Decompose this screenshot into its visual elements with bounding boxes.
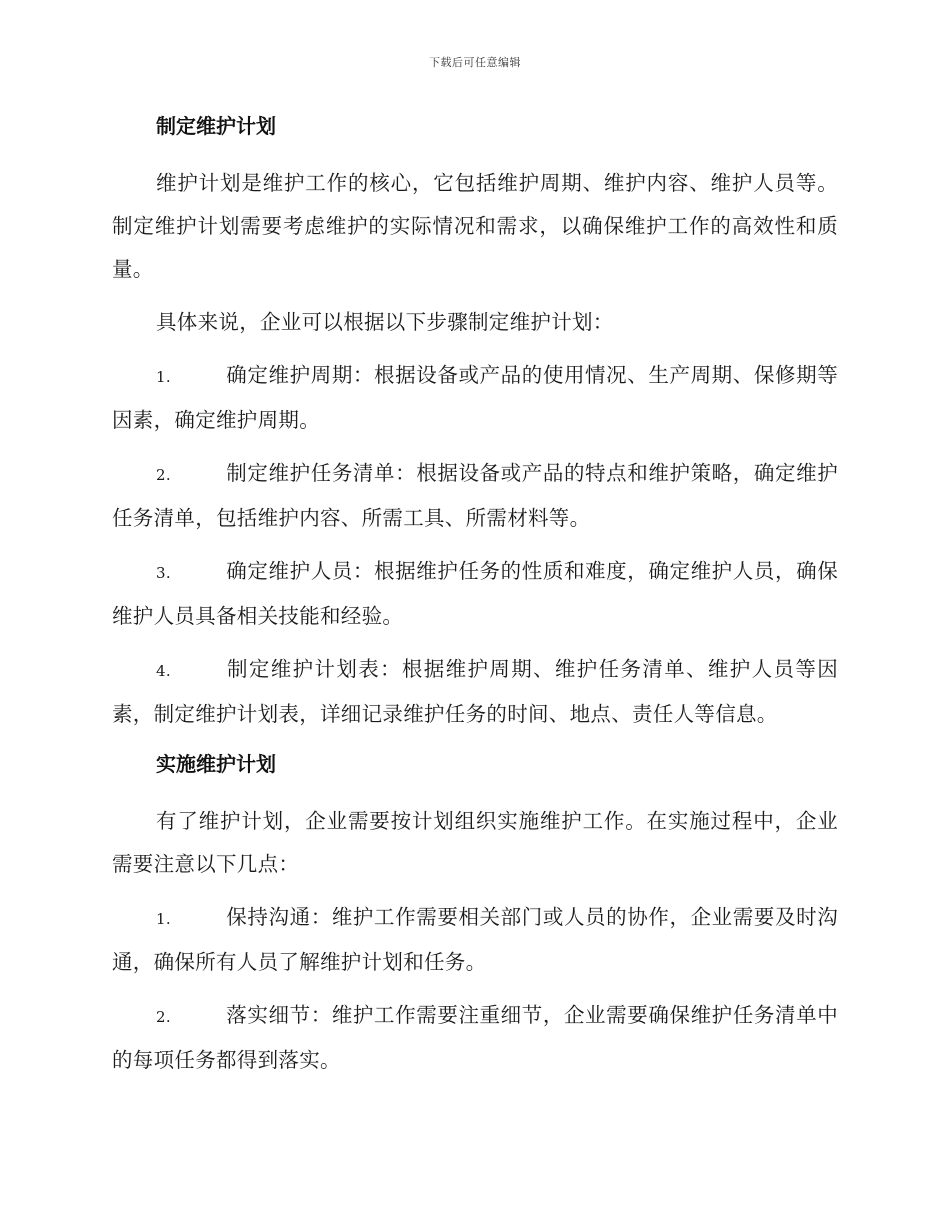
section-implement-plan <box>112 746 838 1082</box>
list-text: 落实细节：维护工作需要注重细节，企业需要确保维护任务清单中的每项任务都得到落实。 <box>112 1003 838 1072</box>
list-number: 1. <box>156 910 171 928</box>
section-make-plan <box>112 108 838 736</box>
list-text: 确定维护周期：根据设备或产品的使用情况、生产周期、保修期等因素，确定维护周期。 <box>112 363 838 432</box>
list-item <box>112 550 838 638</box>
list-number: 2. <box>156 1008 171 1026</box>
paragraph: 具体来说，企业可以根据以下步骤制定维护计划： <box>156 310 614 334</box>
list-text: 确定维护人员：根据维护任务的性质和难度，确定维护人员，确保维护人员具备相关技能和经验。 <box>112 559 838 628</box>
document-body <box>112 108 838 1092</box>
list-item <box>112 354 838 442</box>
list-number: 2. <box>156 466 171 484</box>
list-item <box>112 896 838 984</box>
list-item <box>112 452 838 540</box>
paragraph: 维护计划是维护工作的核心，它包括维护周期、维护内容、维护人员等。制定维护计划需要考虑维护的实际情况和需求，以确保维护工作的高效性和质量。 <box>112 171 838 281</box>
paragraph: 有了维护计划，企业需要按计划组织实施维护工作。在实施过程中，企业需要注意以下几点： <box>112 809 838 876</box>
list-number: 3. <box>156 564 171 582</box>
header-note: 下载后可任意编辑 <box>429 56 521 69</box>
list-number: 1. <box>156 368 171 386</box>
list-text: 保持沟通：维护工作需要相关部门或人员的协作，企业需要及时沟通，确保所有人员了解维护计划和任务。 <box>112 905 838 974</box>
list-item <box>112 994 838 1082</box>
section-heading: 实施维护计划 <box>156 752 276 776</box>
section-heading: 制定维护计划 <box>156 114 276 138</box>
list-text: 制定维护计划表：根据维护周期、维护任务清单、维护人员等因素，制定维护计划表，详细记录维护任务的时间、地点、责任人等信息。 <box>112 657 838 726</box>
list-item <box>112 648 838 736</box>
list-text: 制定维护任务清单：根据设备或产品的特点和维护策略，确定维护任务清单，包括维护内容、所需工具、所需材料等。 <box>112 461 838 530</box>
list-number: 4. <box>156 662 171 680</box>
